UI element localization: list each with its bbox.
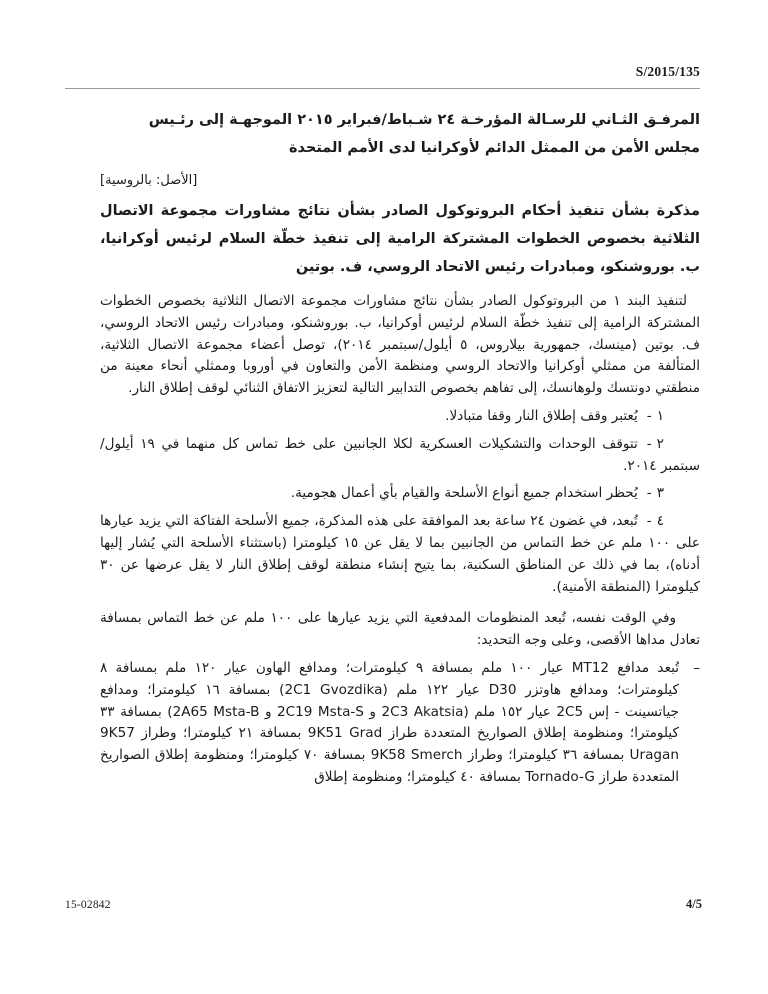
bullet-dash: – xyxy=(693,659,700,676)
numbered-item-2 xyxy=(100,434,700,478)
item-number: ١ xyxy=(656,407,664,424)
item-text: تتوقف الوحدات والتشكيلات العسكرية لكلا الجانبين على خط تماس كل منهما في ١٩ أيلول/سبتمبر ٢٠١٤. xyxy=(100,435,700,474)
memo-title: مذكرة بشأن تنفيذ أحكام البروتوكول الصادر بشأن نتائج مشاورات مجموعة الاتصال الثلاثية بخصوص الخطوات المشتركة الرامية إلى تنفيذ خطّة السلام لرئيس أوكرانيا، ب. بوروشنكو، ومبادرات رئيس الاتحاد الروسي، ف. بوتين xyxy=(100,203,700,275)
intro-paragraph: لتنفيذ البند ١ من البروتوكول الصادر بشأن نتائج مشاورات مجموعة الاتصال الثلاثية بخصوص الخطوات المشتركة الرامية إلى تنفيذ خطّة السلام لرئيس أوكرانيا، ب. بوروشنكو، ومبادرات رئيس الاتحاد الروسي، ف. بوتين (مينسك، جمهورية بيلاروس، ٥ أيلول/سبتمبر ٢٠١٤)، توصل أعضاء مجموعة الاتصال الثلاثية، المتألفة من ممثلي أوكرانيا والاتحاد الروسي ومنظمة الأمن والتعاون في أوروبا وممثلي أنحاء معينة من منطقتي دونتسك ولوهانسك، إلى تفاهم بخصوص التدابير التالية لتعزيز الاتفاق الثنائي لوقف إطلاق النار. xyxy=(100,293,700,397)
item-separator: - xyxy=(646,513,652,530)
page-footer xyxy=(65,897,702,912)
item-text: يُحظر استخدام جميع أنواع الأسلحة والقيام بأي أعمال هجومية. xyxy=(290,485,638,502)
numbered-item-1 xyxy=(100,406,700,428)
item-separator: - xyxy=(646,407,652,424)
footer-job-number: 15-02842 xyxy=(65,899,111,911)
item-number: ٣ xyxy=(656,485,664,502)
footer-page-number: 4/5 xyxy=(686,897,702,911)
doc-symbol: S/2015/135 xyxy=(635,64,700,79)
bullet-item xyxy=(100,658,700,789)
header-rule xyxy=(65,88,700,89)
numbered-item-4 xyxy=(100,511,700,598)
item-text: يُعتبر وقف إطلاق النار وقفا متبادلا. xyxy=(445,407,638,424)
document-body xyxy=(100,106,700,789)
annex-heading: المرفـق الثـاني للرسـالة المؤرخـة ٢٤ شـباط/فبراير ٢٠١٥ الموجهـة إلى رئـيس مجلس الأمن من الممثل الدائم لأوكرانيا لدى الأمم المتحدة xyxy=(148,112,700,156)
numbered-item-3 xyxy=(100,483,700,505)
item-separator: - xyxy=(646,485,652,502)
item-number: ٤ xyxy=(656,513,664,530)
artillery-paragraph: وفي الوقت نفسه، تُبعد المنظومات المدفعية التي يزيد عيارها على ١٠٠ ملم عن خط التماس بمسافة تعادل مداها الأقصى، وعلى وجه التحديد: xyxy=(100,610,700,649)
original-language-note: [الأصل: بالروسية] xyxy=(100,173,198,188)
item-separator: - xyxy=(646,435,652,452)
bullet-text: تُبعد مدافع MT12 عيار ١٠٠ ملم بمسافة ٩ كيلومترات؛ ومدافع الهاون عيار ١٢٠ ملم بمسافة ٨ كيلومترات؛ ومدافع هاوتزر D30 عيار ١٢٢ ملم (2C1 Gvozdika) بمسافة ١٦ كيلومترا؛ ومدافع جياتسينت - إس 2C5 عيار ١٥٢ ملم (2C3 Akatsia و 2C19 Msta-S و 2A65 Msta-B) بمسافة ٣٣ كيلومترا؛ ومنظومة إطلاق الصواريخ المتعددة طراز 9K51 Grad بمسافة ٢١ كيلومترا؛ وطراز 9K57 Uragan بمسافة ٣٦ كيلومترا؛ وطراز 9K58 Smerch بمسافة ٧٠ كيلومترا؛ ومنظومة إطلاق الصواريخ المتعددة طراز Tornado-G بمسافة ٤٠ كيلومترا؛ ومنظومة إطلاق xyxy=(100,659,680,785)
item-number: ٢ xyxy=(656,435,664,452)
item-text: تُبعد، في غضون ٢٤ ساعة بعد الموافقة على هذه المذكرة، جميع الأسلحة الفتاكة التي يزيد عيارها على ١٠٠ ملم عن خط التماس من الجانبين بما لا يقل عن ١٥ كيلومترا (باستثناء الأسلحة التي يُشار إليها أدناه)، بما في ذلك عن المناطق السكنية، بما يتيح إنشاء منطقة لوقف إطلاق النار لا يقل عرضها عن ٣٠ كيلومترا (المنطقة الأمنية). xyxy=(100,513,700,595)
